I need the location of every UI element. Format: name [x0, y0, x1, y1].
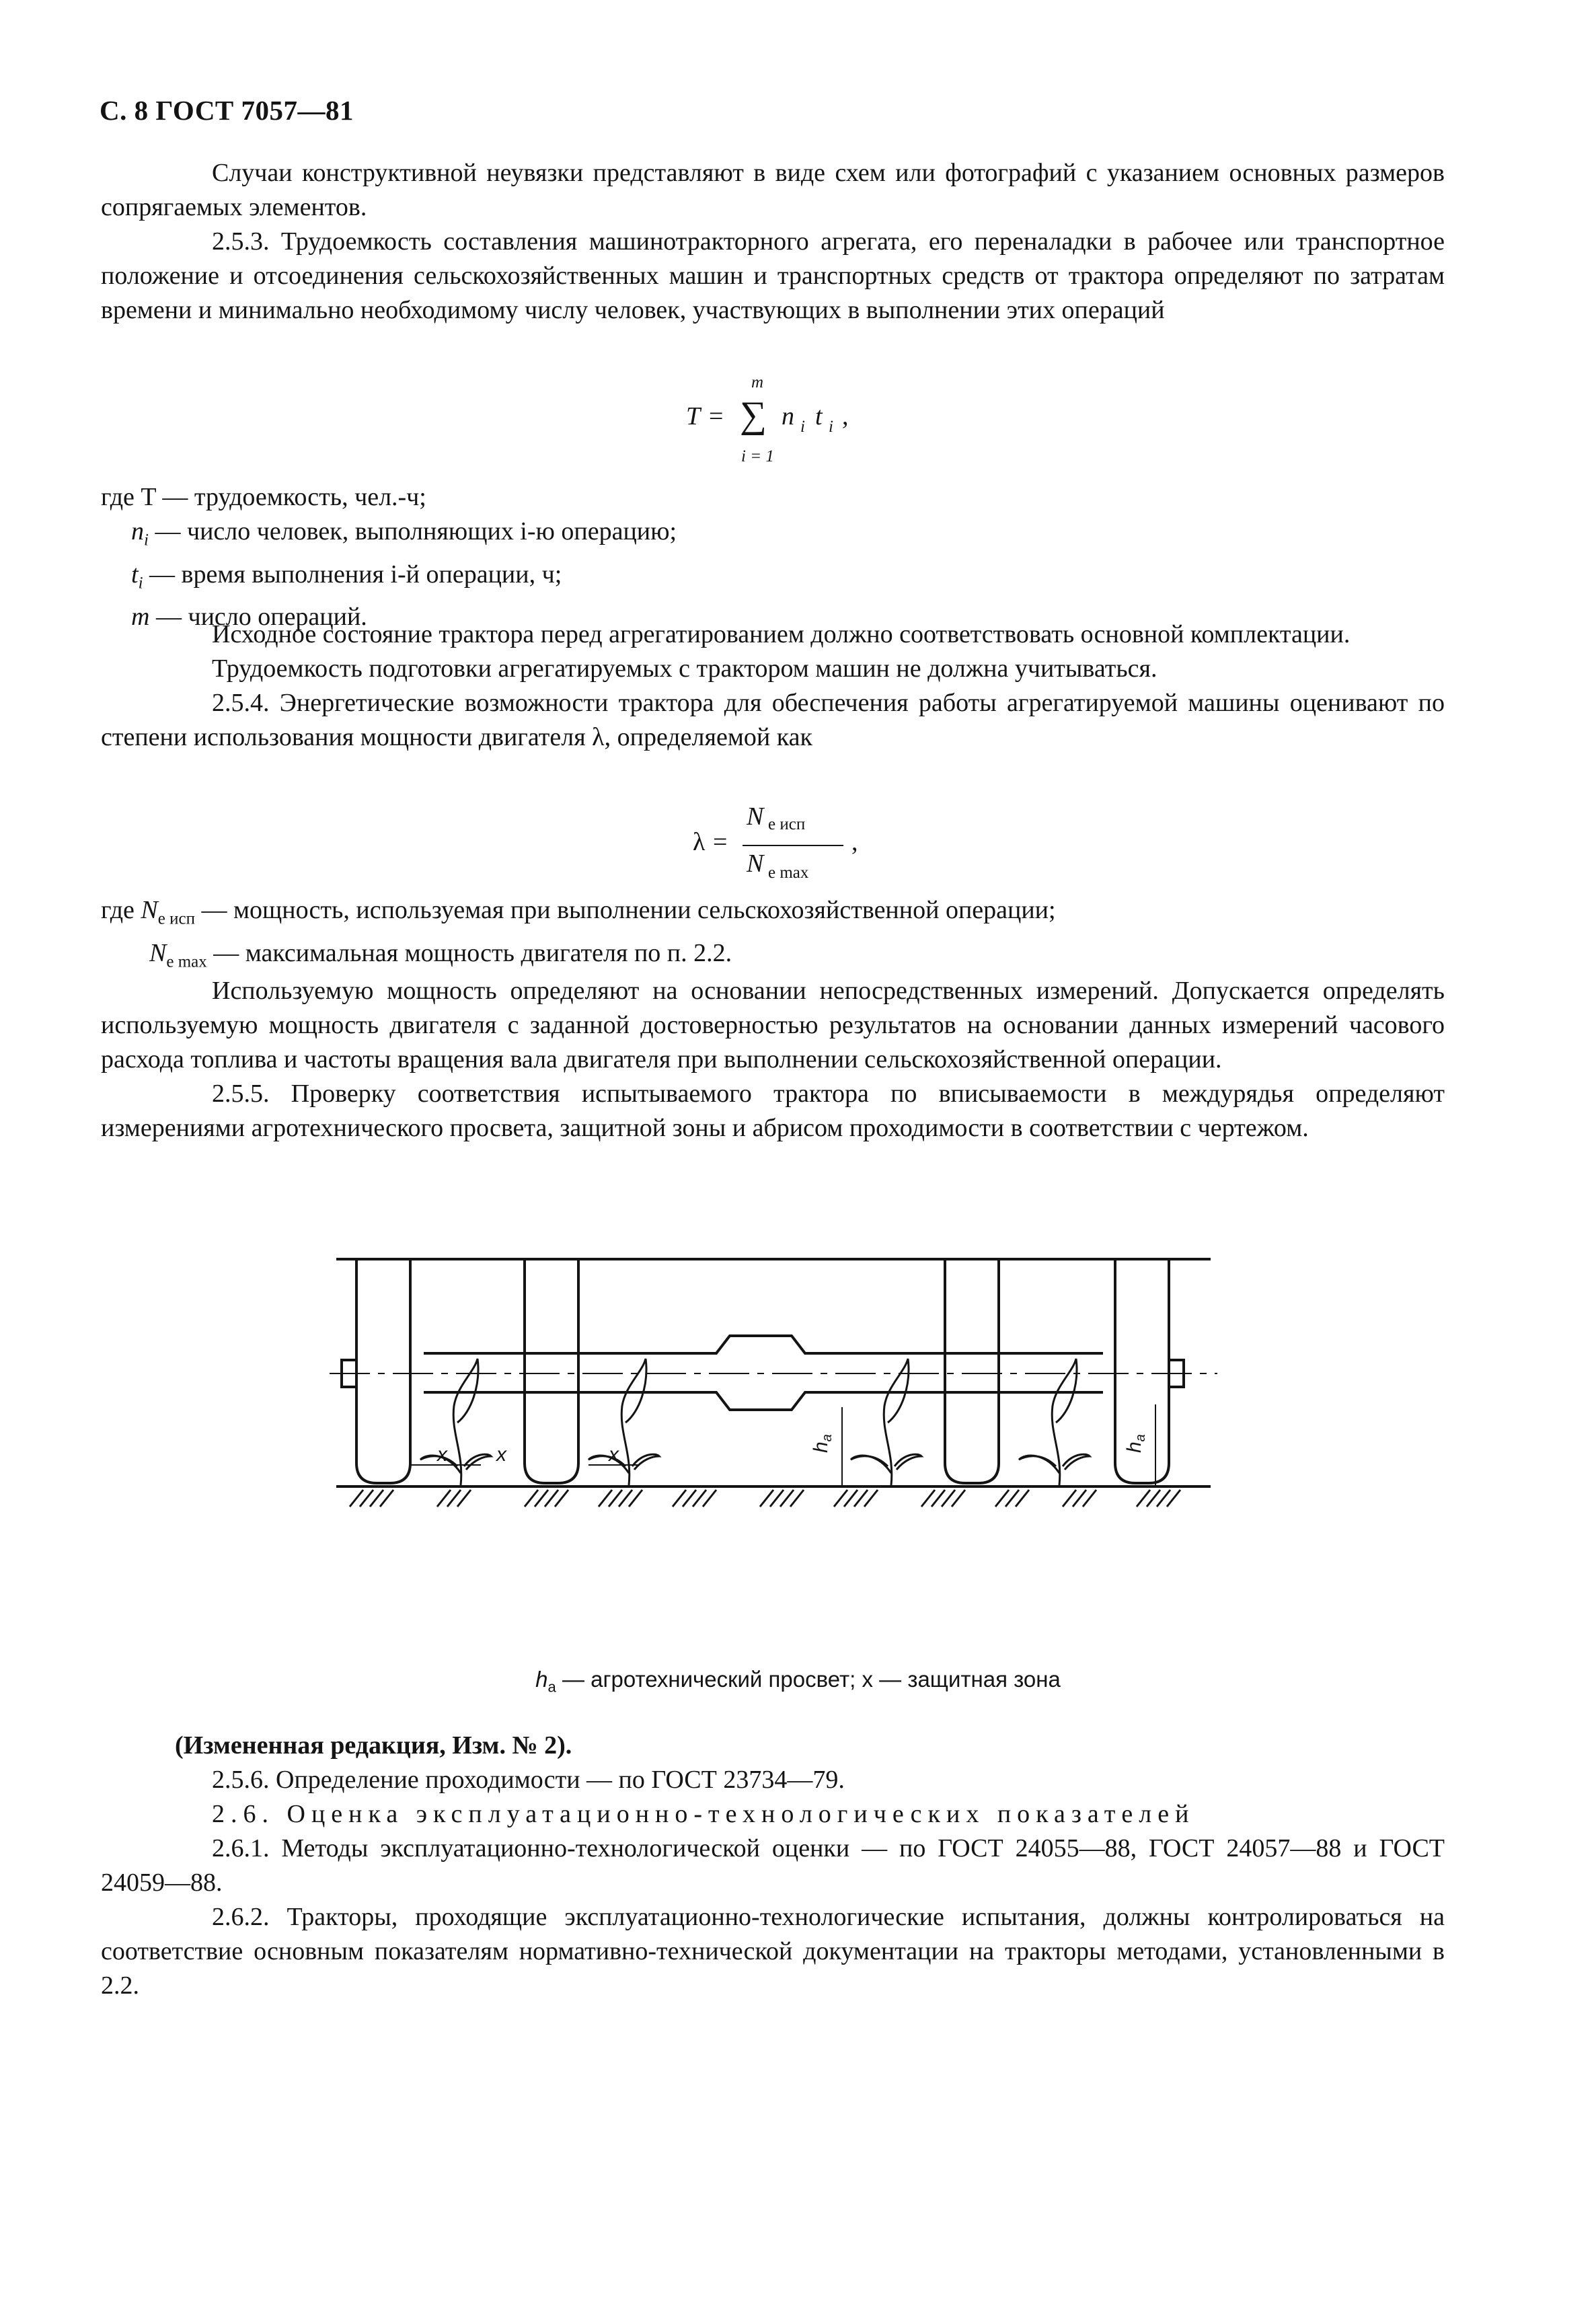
text-block-2: [101, 617, 1445, 755]
formula-symbol: ,: [851, 828, 858, 856]
formula-symbol: i: [829, 418, 833, 436]
formula-symbol: е исп: [768, 815, 806, 833]
amendment-note: (Измененная редакция, Изм. № 2).: [175, 1731, 572, 1760]
definition-text: — трудоемкость, чел.-ч;: [162, 483, 426, 511]
wheel-2: [525, 1259, 578, 1483]
caption-subscript: а: [547, 1678, 556, 1696]
label-ha-sub: a: [1133, 1434, 1148, 1442]
definitions-labor: [101, 480, 677, 634]
formula-symbol: i: [800, 418, 805, 436]
label-ha: h: [810, 1441, 832, 1453]
definition-text: — число человек, выполняющих i-ю операцию;: [155, 517, 677, 545]
definition-text: — число операций.: [155, 603, 367, 632]
paragraph-2-6-1: 2.6.1. Методы эксплуатационно-технологической оценки — по ГОСТ 24055—88, ГОСТ 24057—88 и ГОСТ 24059—88.: [101, 1834, 1445, 1897]
wheel-1: [356, 1259, 410, 1483]
paragraph-2-6-2: 2.6.2. Тракторы, проходящие эксплуатационно-технологические испытания, должны контролироваться на соответствие основным показателям нормативно-технической документации на тракторы методами, установленными в 2.2.: [101, 1903, 1445, 2000]
plant-icon: [851, 1359, 921, 1485]
paragraph-2-5-4: 2.5.4. Энергетические возможности трактора для обеспечения работы агрегатируемой машины оценивают по степени использования мощности двигателя λ, определяемой как: [101, 689, 1445, 751]
figure-clearance-diagram: [323, 1251, 1224, 1655]
definition-text: — мощность, используемая при выполнении сельскохозяйственной операции;: [201, 896, 1056, 924]
plant-icon: [1019, 1359, 1090, 1485]
definitions-power: [101, 893, 1056, 979]
definition-row: [101, 515, 677, 558]
formula-power-ratio: [693, 802, 915, 889]
wheel-3: [945, 1259, 999, 1483]
paragraph-2-5-5: 2.5.5. Проверку соответствия испытываемого трактора по вписываемости в междурядья определяют измерениями агротехнического просвета, защитной зоны и абрисом проходимости в соответствии с чертежом.: [101, 1080, 1445, 1142]
formula-symbol: T: [686, 402, 701, 430]
definition-symbol: N: [149, 938, 167, 967]
definition-prefix: где: [101, 896, 135, 924]
label-x: x: [437, 1443, 447, 1466]
definition-subscript: е max: [166, 952, 207, 971]
definition-row: [101, 558, 677, 601]
caption-text: — агротехнический просвет; x — защитная зона: [556, 1667, 1061, 1692]
formula-symbol: е max: [768, 864, 809, 882]
text-block-3: [101, 974, 1445, 1145]
formula-symbol: =: [713, 828, 728, 856]
definition-text: — время выполнения i-й операции, ч;: [149, 560, 562, 589]
label-ha: h: [1123, 1441, 1145, 1453]
formula-symbol: =: [709, 402, 724, 430]
definition-row: [101, 893, 1056, 936]
paragraph-2-5-3: 2.5.3. Трудоемкость составления машинотракторного агрегата, его переналадки в рабочее или транспортное положение и отсоединения сельскохозяйственных машин и транспортных средств от трактора определяют по затратам времени и минимально необходимому числу человек, участвующих в выполнении этих операций: [101, 227, 1445, 324]
definition-subscript: i: [138, 574, 143, 593]
formula-symbol: i = 1: [741, 447, 774, 465]
formula-symbol: ∑: [740, 394, 767, 436]
definition-row: [101, 936, 1056, 979]
formula-symbol: λ: [693, 828, 706, 856]
paragraph: Используемую мощность определяют на основании непосредственных измерений. Допускается определять используемую мощность двигателя с заданной достоверностью результатов на основании данных измерений часового расхода топлива и частоты вращения вала двигателя при выполнении сельскохозяйственной операции.: [101, 977, 1445, 1073]
paragraph: Исходное состояние трактора перед агрегатированием должно соответствовать основной комплектации.: [212, 620, 1351, 648]
label-ha-sub: a: [820, 1434, 835, 1442]
caption-symbol: h: [535, 1667, 548, 1692]
plant-icon: [420, 1359, 491, 1485]
formula-symbol: ,: [842, 402, 849, 430]
label-x: x: [496, 1443, 506, 1466]
formula-symbol: N: [747, 850, 764, 878]
definition-symbol: n: [131, 517, 144, 545]
figure-caption: [0, 1667, 1596, 1696]
svg-text:ha: [810, 1434, 835, 1453]
definition-symbol: где T: [101, 483, 156, 511]
plant-icon: [588, 1359, 659, 1485]
definition-row: [101, 480, 677, 515]
formula-symbol: t: [815, 402, 823, 430]
definition-text: — максимальная мощность двигателя по п. 2.2.: [213, 938, 732, 967]
section-heading-2-6: 2.6. Оценка эксплуатационно-технологических показателей: [212, 1800, 1195, 1828]
formula-symbol: N: [747, 802, 764, 831]
label-x: x: [609, 1443, 619, 1466]
ground-hatching: [350, 1490, 1180, 1507]
definition-symbol: m: [131, 603, 150, 632]
svg-text:ha: [1123, 1434, 1148, 1453]
text-block-1: [101, 156, 1445, 328]
page-header: С. 8 ГОСТ 7057—81: [100, 95, 354, 126]
formula-symbol: m: [751, 373, 764, 391]
definition-subscript: i: [144, 531, 149, 550]
paragraph: Трудоемкость подготовки агрегатируемых с трактором машин не должна учитываться.: [212, 654, 1157, 683]
formula-labor: [686, 373, 915, 474]
formula-symbol: n: [782, 402, 794, 430]
text-block-4: [101, 1729, 1445, 2003]
fraction-bar: [743, 845, 843, 846]
paragraph-2-5-6: 2.5.6. Определение проходимости — по ГОСТ 23734—79.: [212, 1766, 845, 1794]
definition-symbol: N: [141, 896, 158, 924]
paragraph: Случаи конструктивной неувязки представляют в виде схем или фотографий с указанием основных размеров сопрягаемых элементов.: [101, 159, 1445, 221]
definition-subscript: е исп: [157, 909, 195, 928]
definition-symbol: t: [131, 560, 139, 589]
